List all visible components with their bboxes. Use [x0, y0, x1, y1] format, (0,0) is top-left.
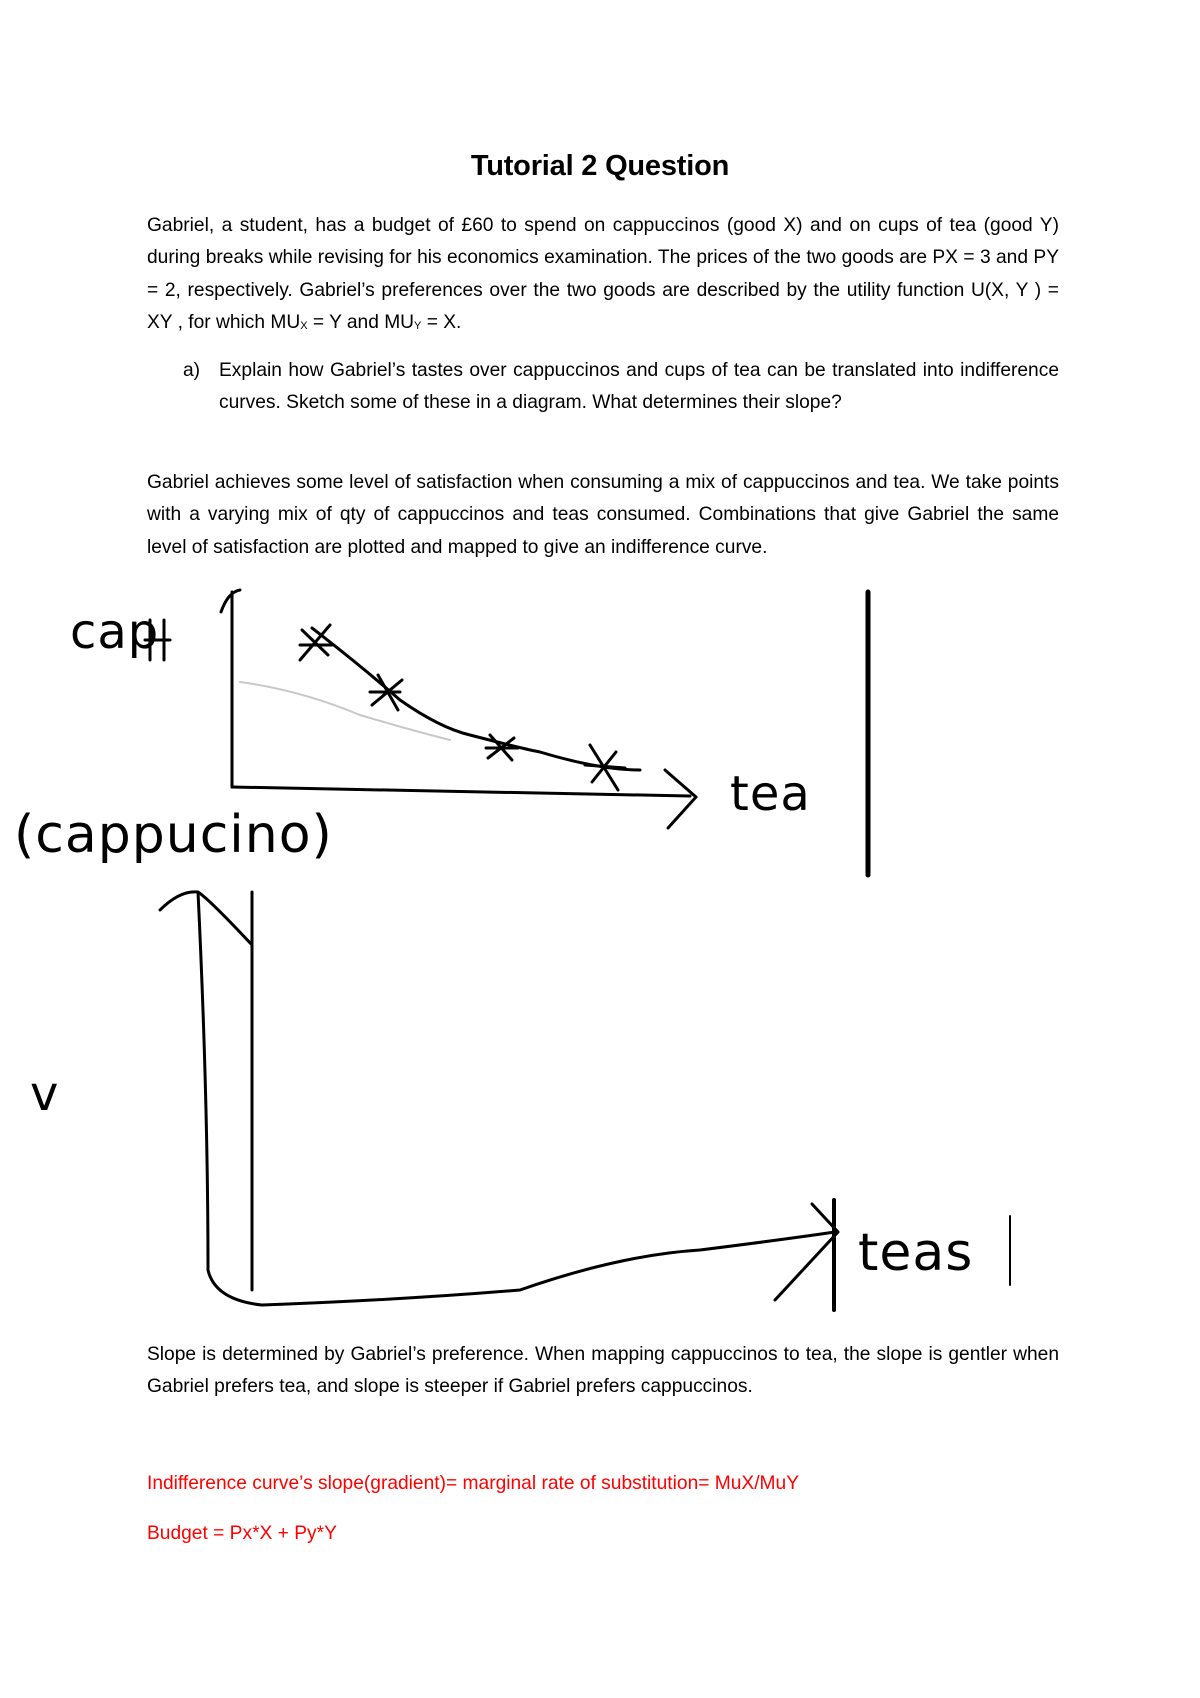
label-cappucino: (cappucino)	[14, 805, 333, 865]
second-arrow-head	[775, 1204, 838, 1300]
label-cap: cap	[70, 604, 160, 660]
indifference-curve	[312, 628, 640, 770]
curve-marker-4	[585, 745, 625, 790]
second-y-axis	[160, 892, 262, 1305]
indifference-curve-diagram	[221, 590, 868, 875]
formula-mrs: Indifference curve’s slope(gradient)= marginal rate of substitution= MuX/MuY	[147, 1473, 800, 1494]
intro-paragraph	[147, 210, 1059, 342]
second-x-curve	[262, 1232, 835, 1305]
label-teas: teas	[858, 1223, 974, 1283]
label-tea: tea	[730, 766, 811, 822]
question-a-text: Explain how Gabriel’s tastes over cappuccinos and cups of tea can be translated into indifference curves. Sketch some of these in a diagram. What determines their slope?	[219, 360, 1059, 414]
label-v: v	[30, 1066, 60, 1122]
intro-text-1: Gabriel, a student, has a budget of £60 to spend on cappuccinos (good X) and on cups of tea (good Y) during breaks while revising for his economics examination. The prices of the two goods are PX = 3 and PY = 2, respectively. Gabriel’s preferences over the two goods are described by the utility function U(X, Y ) = XY , for which MU	[147, 215, 1059, 333]
curve-marker-1	[300, 625, 332, 660]
curve-marker-2	[370, 675, 402, 710]
intro-subscript-x: X	[300, 319, 308, 332]
page-title: Tutorial 2 Question	[470, 150, 730, 182]
intro-text-3: = X.	[421, 311, 462, 333]
label-cap-mark	[145, 620, 170, 660]
question-a-label: a)	[183, 360, 201, 381]
faint-curve	[240, 682, 450, 740]
answer-paragraph: Gabriel achieves some level of satisfaction when consuming a mix of cappuccinos and tea. We take points with a varying mix of qty of cappuccinos and teas consumed. Combinations that give Gabriel the same level of satisfaction are plotted and mapped to give an indifference curve.	[147, 472, 1059, 558]
slope-paragraph: Slope is determined by Gabriel’s preference. When mapping cappuccinos to tea, the slope is gentler when Gabriel prefers tea, and slope is steeper if Gabriel prefers cappuccinos.	[147, 1344, 1059, 1398]
curve-marker-3	[486, 735, 518, 760]
intro-text-2: = Y and MU	[307, 311, 415, 333]
second-sketch-diagram	[160, 892, 1010, 1310]
formula-budget: Budget = Px*X + Py*Y	[147, 1523, 337, 1544]
x-axis-arrow	[232, 770, 696, 828]
intro-subscript-y: Y	[414, 319, 422, 332]
question-a	[183, 355, 1059, 420]
y-axis-arrow	[221, 590, 240, 787]
